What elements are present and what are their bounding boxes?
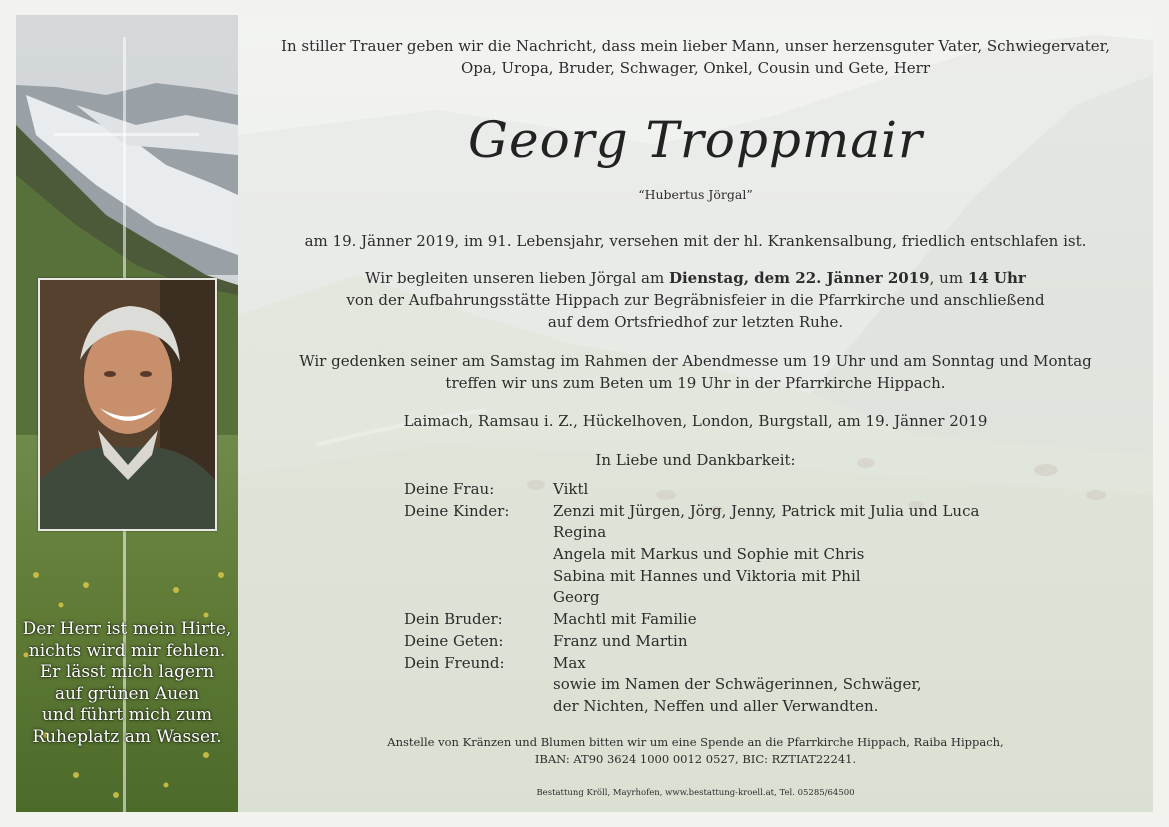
cross-horizontal-beam bbox=[54, 133, 199, 136]
mourner-names: Viktl bbox=[553, 480, 589, 498]
funeral-time: 14 Uhr bbox=[967, 269, 1026, 287]
side-image-strip bbox=[16, 15, 238, 812]
mourner-names: Angela mit Markus und Sophie mit Chris bbox=[553, 545, 865, 564]
mourner-names: Georg bbox=[553, 588, 600, 607]
mourner-names: Sabina mit Hannes und Viktoria mit Phil bbox=[553, 566, 861, 585]
funeral-details bbox=[266, 267, 1125, 333]
deceased-nickname: “Hubertus Jörgal” bbox=[638, 187, 753, 202]
funeral-home-footer: Bestattung Kröll, Mayrhofen, www.bestattung-kroell.at, Tel. 05285/64500 bbox=[536, 788, 855, 798]
gratitude-heading: In Liebe und Dankbarkeit: bbox=[595, 451, 796, 469]
mourner-names: Max bbox=[553, 653, 586, 672]
mourner-role: Deine Frau: bbox=[404, 480, 495, 498]
mourner-names: der Nichten, Neffen und aller Verwandten. bbox=[553, 696, 879, 715]
portrait-photo bbox=[38, 278, 217, 531]
psalm-line: und führt mich zum bbox=[41, 705, 213, 726]
psalm-line: nichts wird mir fehlen. bbox=[28, 640, 226, 661]
memorial-line: Wir gedenken seiner am Samstag im Rahmen der Abendmesse um 19 Uhr und am Sonntag und Montag bbox=[299, 352, 1092, 370]
deceased-name: Georg Troppmair bbox=[468, 111, 923, 169]
donation-line: Anstelle von Kränzen und Blumen bitten wir um eine Spende an die Pfarrkirche Hippach, Raiba Hippach, bbox=[387, 735, 1004, 749]
psalm-line: Der Herr ist mein Hirte, bbox=[22, 619, 232, 639]
mourner-names: sowie im Namen der Schwägerinnen, Schwäger, bbox=[553, 675, 922, 694]
intro-line: Opa, Uropa, Bruder, Schwager, Onkel, Cousin und Gete, Herr bbox=[461, 59, 930, 77]
mourner-role: Deine Geten: bbox=[404, 631, 504, 650]
places-and-date: Laimach, Ramsau i. Z., Hückelhoven, London, Burgstall, am 19. Jänner 2019 bbox=[403, 412, 988, 430]
portrait-image bbox=[40, 280, 215, 529]
psalm-verse bbox=[16, 619, 238, 749]
mourner-names: Regina bbox=[553, 523, 607, 542]
funeral-line: von der Aufbahrungsstätte Hippach zur Begräbnisfeier in die Pfarrkirche und anschließend bbox=[346, 291, 1045, 309]
mourner-names: Machtl mit Familie bbox=[553, 610, 697, 629]
psalm-line: Ruheplatz am Wasser. bbox=[32, 726, 222, 747]
psalm-line: auf grünen Auen bbox=[54, 683, 200, 704]
funeral-date-line bbox=[266, 267, 1125, 289]
donation-bank-details: IBAN: AT90 3624 1000 0012 0527, BIC: RZTIAT22241. bbox=[534, 752, 857, 766]
intro-line: In stiller Trauer geben wir die Nachricht, dass mein lieber Mann, unser herzensguter Vater, Schwiegervater, bbox=[281, 37, 1110, 55]
funeral-time-connector: , um bbox=[929, 269, 968, 287]
mourner-role: Dein Bruder: bbox=[404, 610, 503, 629]
death-announcement: am 19. Jänner 2019, im 91. Lebensjahr, versehen mit der hl. Krankensalbung, friedlich entschlafen ist. bbox=[304, 232, 1087, 250]
memorial-line: treffen wir uns zum Beten um 19 Uhr in der Pfarrkirche Hippach. bbox=[445, 374, 946, 392]
mourner-names: Zenzi mit Jürgen, Jörg, Jenny, Patrick mit Julia und Luca bbox=[553, 501, 980, 520]
funeral-line: auf dem Ortsfriedhof zur letzten Ruhe. bbox=[547, 313, 844, 331]
funeral-date: Dienstag, dem 22. Jänner 2019 bbox=[668, 269, 930, 287]
memorial-details bbox=[266, 350, 1125, 394]
mourner-names: Franz und Martin bbox=[553, 631, 688, 650]
intro-paragraph bbox=[266, 35, 1125, 79]
mourner-role: Dein Freund: bbox=[404, 653, 505, 672]
obituary-card bbox=[16, 15, 1153, 812]
psalm-line: Er lässt mich lagern bbox=[39, 662, 215, 683]
funeral-intro-text: Wir begleiten unseren lieben Jörgal am bbox=[365, 269, 669, 287]
donation-request bbox=[266, 734, 1125, 768]
mourner-role: Deine Kinder: bbox=[404, 501, 510, 520]
